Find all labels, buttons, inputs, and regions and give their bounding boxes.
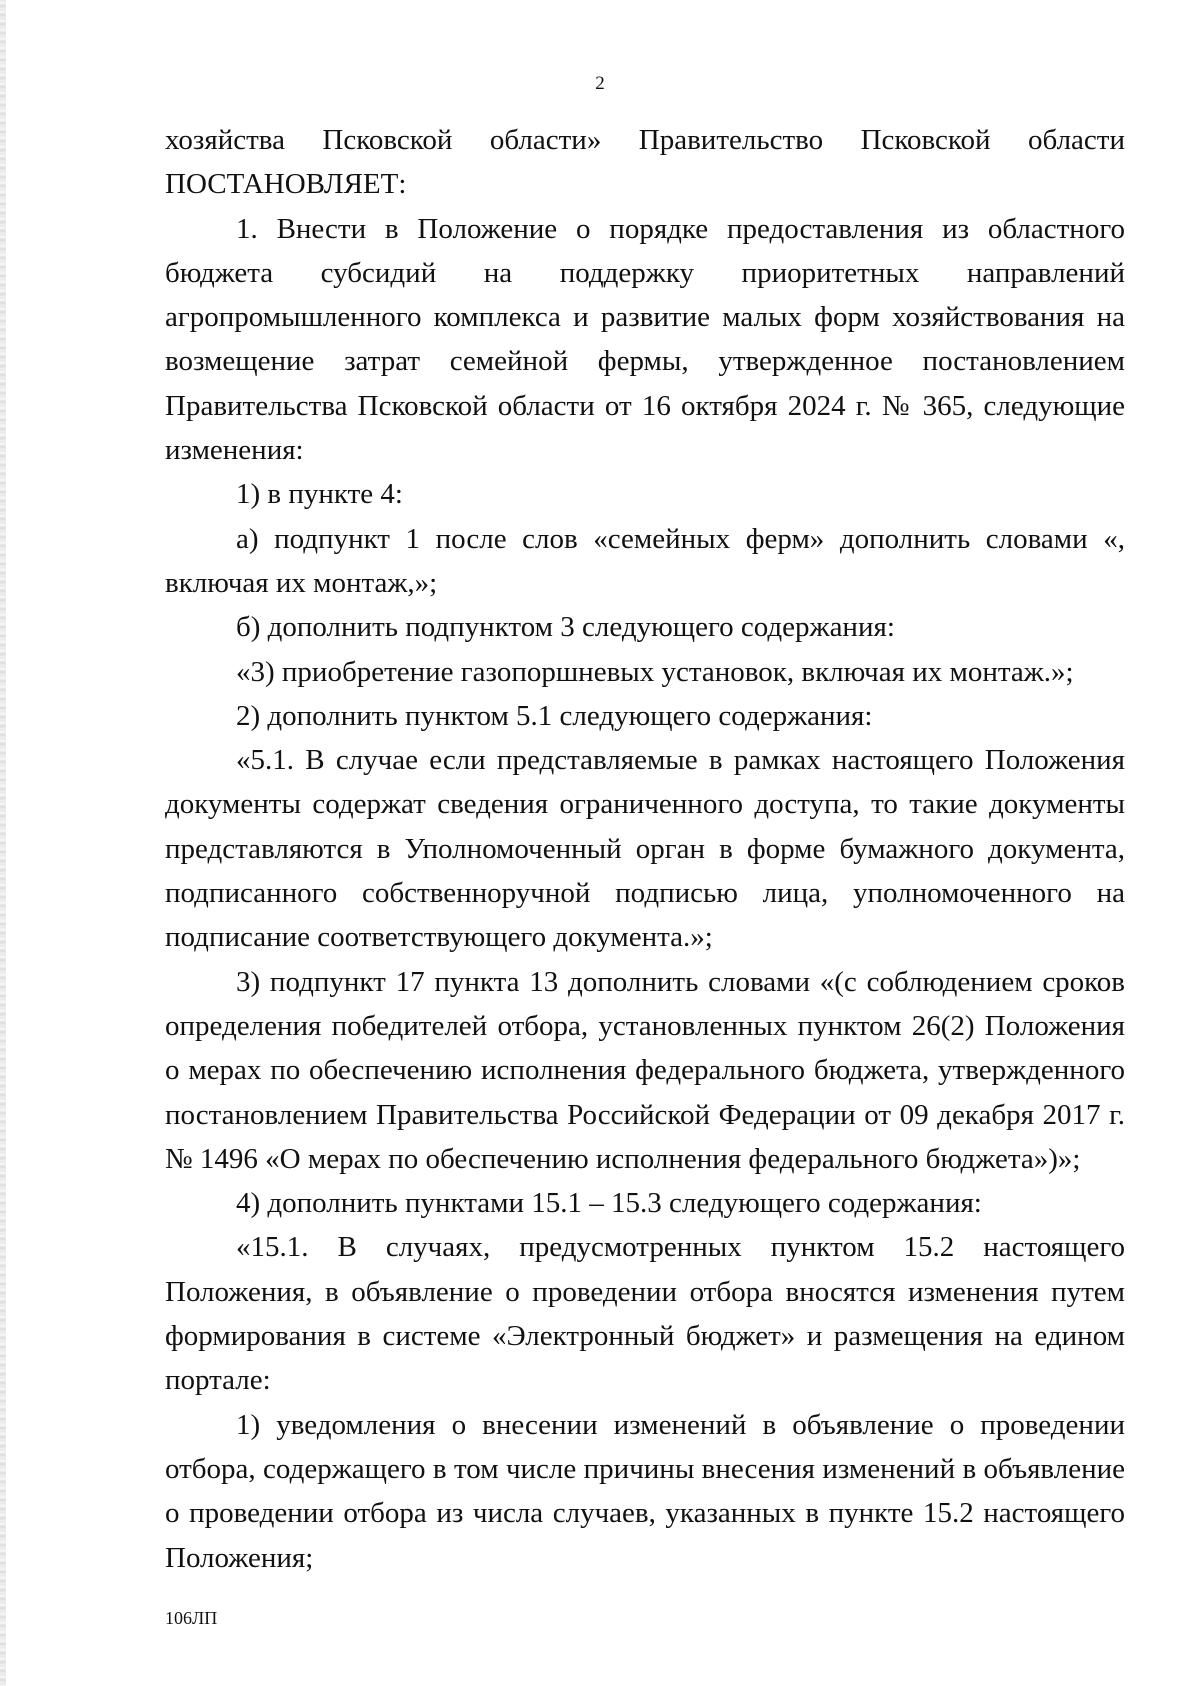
paragraph: 1. Внести в Положение о порядке предоставления из областного бюджета субсидий на поддержку приоритетных направлений агропромышленного комплекса и развитие малых форм хозяйствования на возмещение затрат семейной фермы, утвержденное постановлением Правительства Псковской области от 16 октября 2024 г. № 365, следующие изменения: xyxy=(165,212,1125,467)
paragraph: 1) в пункте 4: xyxy=(236,478,403,511)
paragraph: хозяйства Псковской области» Правительство Псковской области ПОСТАНОВЛЯЕТ: xyxy=(165,124,1125,201)
document-code: 106ЛП xyxy=(165,1608,218,1628)
paragraph: 4) дополнить пунктами 15.1 – 15.3 следующего содержания: xyxy=(236,1187,982,1220)
document-body xyxy=(165,118,1125,1580)
paragraph: «5.1. В случае если представляемые в рамках настоящего Положения документы содержат сведения ограниченного доступа, то такие документы представляются в Уполномоченный орган в форме бумажного документа, подписанного собственноручной подписью лица, уполномоченного на подписание соответствующего документа.»; xyxy=(165,744,1125,954)
paragraph: 2) дополнить пунктом 5.1 следующего содержания: xyxy=(236,699,873,732)
paragraph: 3) подпункт 17 пункта 13 дополнить словами «(с соблюдением сроков определения победителей отбора, установленных пунктом 26(2) Положения о мерах по обеспечению исполнения федерального бюджета, утвержденного постановлением Правительства Российской Федерации от 09 декабря 2017 г. № 1496 «О мерах по обеспечению исполнения федерального бюджета»)»; xyxy=(165,965,1125,1175)
paragraph: а) подпункт 1 после слов «семейных ферм» дополнить словами «, включая их монтаж,»; xyxy=(165,522,1125,599)
paragraph: «15.1. В случаях, предусмотренных пунктом 15.2 настоящего Положения, в объявление о проведении отбора вносятся изменения путем формирования в системе «Электронный бюджет» и размещения на едином портале: xyxy=(165,1231,1125,1397)
paragraph: 1) уведомления о внесении изменений в объявление о проведении отбора, содержащего в том числе причины внесения изменений в объявление о проведении отбора из числа случаев, указанных в пункте 15.2 настоящего Положения; xyxy=(165,1408,1125,1574)
paragraph: «3) приобретение газопоршневых установок, включая их монтаж.»; xyxy=(236,655,1074,688)
paragraph: б) дополнить подпунктом 3 следующего содержания: xyxy=(236,611,895,644)
scan-edge xyxy=(0,0,6,1686)
page-number: 2 xyxy=(595,73,605,94)
